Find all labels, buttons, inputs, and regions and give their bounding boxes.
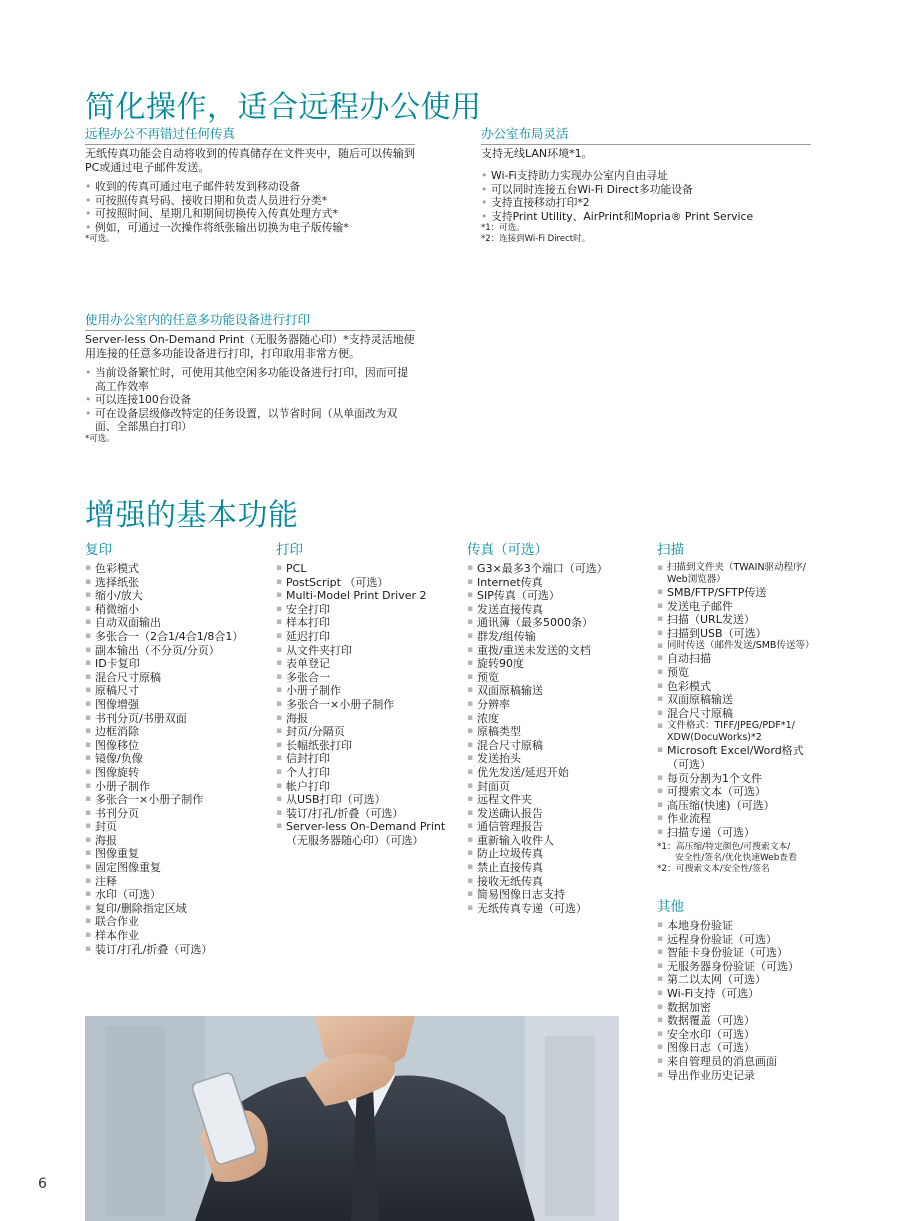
- list-item: ▪ 旋转90度: [467, 657, 652, 671]
- list-item: ▪ 表单登记: [276, 657, 461, 671]
- list-item: ▪ 每页分割为1个文件: [657, 772, 872, 786]
- businessman-with-phone-photo: [85, 1016, 619, 1221]
- list-item: ▪ 通信管理报告: [467, 820, 652, 834]
- list-item: ▪ 装订/打孔/折叠（可选）: [276, 807, 461, 821]
- list-item: ▪ 通讯簿（最多5000条）: [467, 616, 652, 630]
- list-item: • Wi-Fi支持助力实现办公室内自由寻址: [481, 169, 811, 183]
- print-list-tail: （无服务器随心印）（可选）: [286, 833, 424, 847]
- list-item: ▪ Server-less On-Demand Print: [276, 820, 461, 834]
- list-item: ▪ PCL: [276, 562, 461, 576]
- any-device-heading: 使用办公室内的任意多功能设备进行打印: [85, 310, 415, 331]
- page-number: 6: [38, 1176, 47, 1192]
- list-item: ▪ 可搜索文本（可选）: [657, 785, 872, 799]
- list-item: ▪ 色彩模式: [85, 562, 270, 576]
- list-item: ▪ 第二以太网（可选）: [657, 973, 872, 987]
- list-item: ▪ 长幅纸张打印: [276, 739, 461, 753]
- list-item: ▪ 缩小/放大: [85, 589, 270, 603]
- scan-office: Microsoft Excel/Word格式: [667, 744, 804, 758]
- list-item: ▪ PostScript （可选）: [276, 576, 461, 590]
- list-item: ▪ 稍微缩小: [85, 603, 270, 617]
- list-item: ▪ 同时传送（邮件发送/SMB传送等）: [657, 640, 872, 652]
- list-item: • 当前设备繁忙时，可使用其他空闲多功能设备进行打印，因而可提高工作效率: [85, 366, 415, 393]
- fax-heading: 传真（可选）: [467, 542, 548, 558]
- remote-fax-bullets: [85, 180, 415, 234]
- other-feature-list: [657, 919, 872, 1082]
- list-item: ▪ 本地身份验证: [657, 919, 872, 933]
- list-item: ▪ 重新输入收件人: [467, 834, 652, 848]
- list-item: ▪ 延迟打印: [276, 630, 461, 644]
- list-item: ▪ 封页: [85, 820, 270, 834]
- list-item: ▪ 多张合一×小册子制作: [276, 698, 461, 712]
- list-item: • 可以同时连接五台Wi-Fi Direct多功能设备: [481, 183, 811, 197]
- fax-feature-list: [467, 562, 652, 915]
- list-item: ▪ 原稿尺寸: [85, 684, 270, 698]
- list-item: • 可按照时间、星期几和期间切换传入传真处理方式*: [85, 207, 415, 221]
- list-item: [657, 744, 872, 771]
- other-column: [657, 895, 872, 1082]
- list-item: ▪ 预览: [467, 671, 652, 685]
- scan-format: 文件格式：TIFF/JPEG/PDF*1/: [667, 720, 795, 732]
- list-item: ▪ 自动扫描: [657, 652, 872, 666]
- remote-fax-heading: 远程办公不再错过任何传真: [85, 124, 415, 145]
- list-item: ▪ SMB/FTP/SFTP传送: [657, 586, 872, 600]
- office-layout-heading: 办公室布局灵活: [481, 124, 811, 145]
- any-device-bullets: [85, 366, 415, 434]
- list-item: ▪ 图像旋转: [85, 766, 270, 780]
- list-item: ▪ 图像移位: [85, 739, 270, 753]
- list-item: ▪ G3×最多3个端口（可选）: [467, 562, 652, 576]
- list-item: ▪ 样本打印: [276, 616, 461, 630]
- scan-note-1-tail: 安全性/签名/优化快速Web查看: [675, 852, 797, 863]
- list-item: ▪ 扫描（URL发送）: [657, 613, 872, 627]
- list-item: ▪ 装订/打孔/折叠（可选）: [85, 943, 270, 957]
- list-item: ▪ 作业流程: [657, 812, 872, 826]
- list-item: ▪ 信封打印: [276, 752, 461, 766]
- print-heading: 打印: [276, 542, 303, 558]
- list-item: ▪ 封面页: [467, 780, 652, 794]
- list-item: ▪ Internet传真: [467, 576, 652, 590]
- list-item: ▪ 扫描到USB（可选）: [657, 627, 872, 641]
- list-item: ▪ 封页/分隔页: [276, 725, 461, 739]
- photo-illustration: [85, 1016, 619, 1221]
- list-item: ▪ 远程身份验证（可选）: [657, 933, 872, 947]
- list-item: ▪ 混合尺寸原稿: [657, 707, 872, 721]
- office-layout-note-1: *1：可选。: [481, 223, 525, 234]
- list-item: ▪ 预览: [657, 666, 872, 680]
- list-item: ▪ 混合尺寸原稿: [467, 739, 652, 753]
- fax-column: [467, 538, 652, 915]
- office-layout-note-2: *2：连接到Wi-Fi Direct时。: [481, 234, 591, 245]
- list-item: ▪ 书刊分页/书册双面: [85, 712, 270, 726]
- list-item: • 可以连接100台设备: [85, 393, 415, 407]
- remote-fax-block: [85, 124, 415, 245]
- any-device-block: [85, 310, 415, 445]
- list-item: ▪ 水印（可选）: [85, 888, 270, 902]
- list-item: ▪ 导出作业历史记录: [657, 1069, 872, 1083]
- list-item: ▪ 多张合一（2合1/4合1/8合1）: [85, 630, 270, 644]
- list-item: ▪ 远程文件夹: [467, 793, 652, 807]
- list-item: ▪ 分辨率: [467, 698, 652, 712]
- list-item: ▪ 自动双面输出: [85, 616, 270, 630]
- list-item: • 例如，可通过一次操作将纸张输出切换为电子版传输*: [85, 221, 415, 235]
- list-item: • 收到的传真可通过电子邮件转发到移动设备: [85, 180, 415, 194]
- list-item: ▪ 复印/删除指定区域: [85, 902, 270, 916]
- list-item: ▪ 禁止直接传真: [467, 861, 652, 875]
- list-item: ▪ 图像增强: [85, 698, 270, 712]
- list-item: ▪ 个人打印: [276, 766, 461, 780]
- office-layout-block: [481, 124, 811, 245]
- list-item: ▪ 无纸传真专递（可选）: [467, 902, 652, 916]
- list-item: ▪ 发送直接传真: [467, 603, 652, 617]
- print-column: [276, 538, 461, 847]
- other-heading: 其他: [657, 899, 684, 915]
- print-feature-list: [276, 562, 461, 834]
- scan-item-0-tail: Web浏览器）: [667, 574, 726, 585]
- section-title-enhanced: 增强的基本功能: [85, 498, 299, 533]
- copy-column: [85, 538, 270, 956]
- list-item: [657, 720, 872, 744]
- scan-office-tail: （可选）: [667, 757, 711, 771]
- list-item: ▪ 小册子制作: [276, 684, 461, 698]
- list-item: ▪ 混合尺寸原稿: [85, 671, 270, 685]
- list-item: ▪ 图像重复: [85, 847, 270, 861]
- list-item: ▪ 海报: [276, 712, 461, 726]
- list-item: • 可按照传真号码、接收日期和负责人员进行分类*: [85, 194, 415, 208]
- list-item: ▪ 镜像/负像: [85, 752, 270, 766]
- list-item: ▪ 海报: [85, 834, 270, 848]
- list-item: • 支持Print Utility、AirPrint和Mopria® Print Service: [481, 210, 811, 224]
- scan-column: [657, 538, 872, 875]
- list-item: ▪ 副本输出（不分页/分页）: [85, 644, 270, 658]
- list-item: ▪ 多张合一: [276, 671, 461, 685]
- list-item: ▪ Multi-Model Print Driver 2: [276, 589, 461, 603]
- scan-note-1: *1：高压缩/特定颜色/可搜索文本/: [657, 841, 791, 852]
- list-item: ▪ 无服务器身份验证（可选）: [657, 960, 872, 974]
- scan-heading: 扫描: [657, 542, 684, 558]
- list-item: ▪ 从USB打印（可选）: [276, 793, 461, 807]
- list-item: ▪ 书刊分页: [85, 807, 270, 821]
- list-item: ▪ SIP传真（可选）: [467, 589, 652, 603]
- list-item: ▪ 扫描专递（可选）: [657, 826, 872, 840]
- office-layout-bullets: [481, 169, 811, 223]
- list-item: ▪ 接收无纸传真: [467, 875, 652, 889]
- list-item: ▪ 数据覆盖（可选）: [657, 1014, 872, 1028]
- list-item: ▪ 浓度: [467, 712, 652, 726]
- any-device-note: *可选。: [85, 433, 115, 444]
- list-item: ▪ 小册子制作: [85, 780, 270, 794]
- list-item: • 支持直接移动打印*2: [481, 196, 811, 210]
- remote-fax-intro: 无纸传真功能会自动将收到的传真储存在文件夹中，随后可以传输到PC或通过电子邮件发送。: [85, 147, 415, 174]
- list-item: ▪ 智能卡身份验证（可选）: [657, 946, 872, 960]
- list-item: ▪ 原稿类型: [467, 725, 652, 739]
- list-item: ▪ 多张合一×小册子制作: [85, 793, 270, 807]
- copy-feature-list: [85, 562, 270, 956]
- remote-fax-note: *可选。: [85, 234, 115, 245]
- list-item: ▪ 防止垃圾传真: [467, 847, 652, 861]
- list-item: ▪ 样本作业: [85, 929, 270, 943]
- list-item: ▪ 简易图像日志支持: [467, 888, 652, 902]
- list-item: ▪ 双面原稿输送: [657, 693, 872, 707]
- list-item: ▪ 群发/组传输: [467, 630, 652, 644]
- list-item: ▪ 联合作业: [85, 915, 270, 929]
- list-item: ▪ 双面原稿输送: [467, 684, 652, 698]
- list-item: ▪ 发送确认报告: [467, 807, 652, 821]
- list-item: ▪ 数据加密: [657, 1001, 872, 1015]
- list-item: ▪ 发送电子邮件: [657, 600, 872, 614]
- list-item: ▪ 来自管理员的消息画面: [657, 1055, 872, 1069]
- scan-note-2: *2：可搜索文本/安全性/签名: [657, 863, 770, 874]
- list-item: ▪ 帐户打印: [276, 780, 461, 794]
- list-item: ▪ 安全打印: [276, 603, 461, 617]
- any-device-intro: Server-less On-Demand Print（无服务器随心印）*支持灵活地使用连接的任意多功能设备进行打印，打印取用非常方便。: [85, 333, 415, 360]
- list-item: ▪ 安全水印（可选）: [657, 1028, 872, 1042]
- list-item: ▪ 色彩模式: [657, 680, 872, 694]
- scan-feature-list: [657, 562, 872, 840]
- list-item: ▪ 注释: [85, 875, 270, 889]
- list-item: ▪ 选择纸张: [85, 576, 270, 590]
- office-layout-intro: 支持无线LAN环境*1。: [481, 147, 593, 160]
- scan-item-0: 扫描到文件夹（TWAIN驱动程序/: [667, 562, 806, 573]
- list-item: [657, 562, 872, 586]
- list-item: ▪ 发送抬头: [467, 752, 652, 766]
- list-item: • 可在设备层级修改特定的任务设置，以节省时间（从单面改为双面、全部黑白打印）: [85, 407, 415, 434]
- list-item: ▪ 从文件夹打印: [276, 644, 461, 658]
- list-item: ▪ ID卡复印: [85, 657, 270, 671]
- copy-heading: 复印: [85, 542, 112, 558]
- list-item: ▪ Wi-Fi支持（可选）: [657, 987, 872, 1001]
- list-item: ▪ 重拨/重送未发送的文档: [467, 644, 652, 658]
- section-title-simplified: 简化操作，适合远程办公使用: [85, 90, 482, 125]
- list-item: ▪ 高压缩(快速)（可选）: [657, 799, 872, 813]
- list-item: ▪ 边框消除: [85, 725, 270, 739]
- list-item: ▪ 优先发送/延迟开始: [467, 766, 652, 780]
- scan-notes: [657, 842, 872, 875]
- scan-format-tail: XDW(DocuWorks)*2: [667, 732, 762, 744]
- list-item: ▪ 图像日志（可选）: [657, 1041, 872, 1055]
- list-item: ▪ 固定图像重复: [85, 861, 270, 875]
